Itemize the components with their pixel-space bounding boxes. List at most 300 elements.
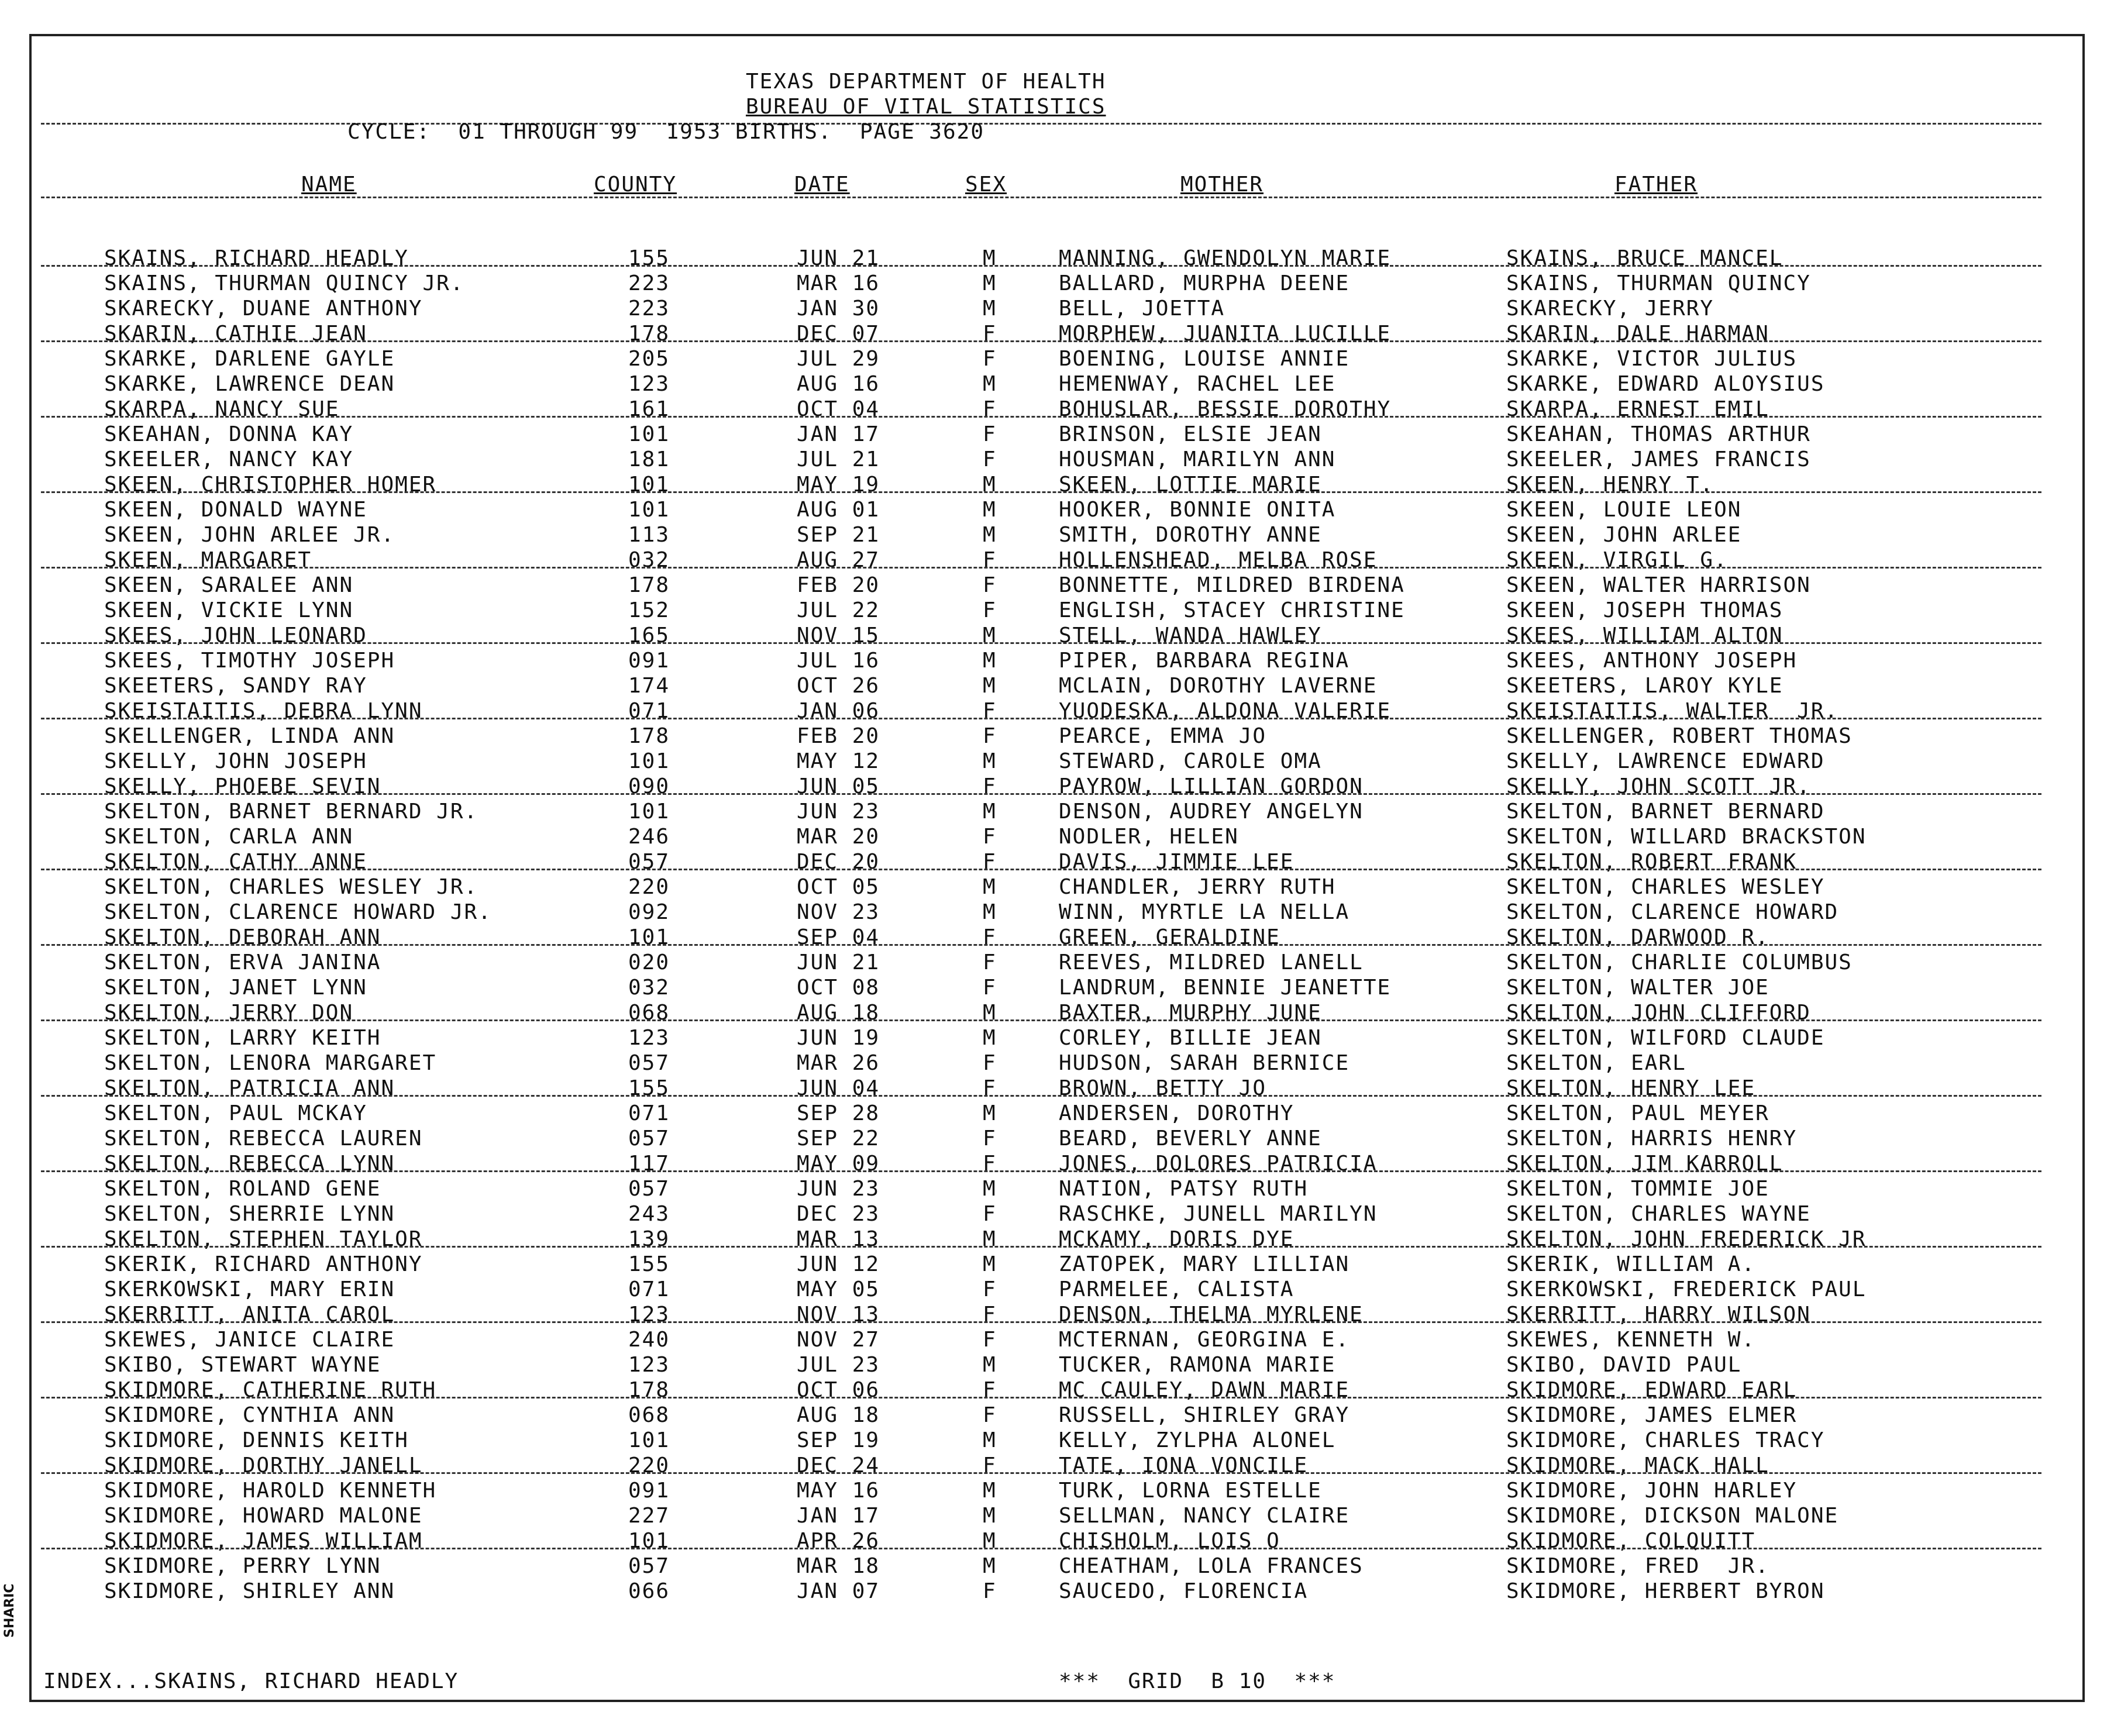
- mother-name: TATE, IONA VONCILE: [1059, 1453, 1309, 1477]
- sex: F: [983, 850, 997, 874]
- table-row: [0, 547, 2114, 573]
- table-row: [0, 648, 2114, 673]
- child-name: SKEEN, MARGARET: [104, 548, 312, 572]
- row-rule: [41, 793, 2041, 795]
- table-row: [0, 1126, 2114, 1151]
- sex: F: [983, 950, 997, 974]
- sex: M: [983, 624, 997, 647]
- table-row: [0, 271, 2114, 296]
- sex: F: [983, 1328, 997, 1352]
- county-code: 155: [628, 1076, 670, 1100]
- sex: F: [983, 774, 997, 798]
- county-code: 057: [628, 1127, 670, 1151]
- mother-name: NODLER, HELEN: [1059, 825, 1239, 849]
- sex: F: [983, 598, 997, 622]
- county-code: 032: [628, 548, 670, 572]
- table-row: [0, 1302, 2114, 1327]
- mother-name: BEARD, BEVERLY ANNE: [1059, 1127, 1322, 1151]
- county-code: 227: [628, 1504, 670, 1528]
- sex: F: [983, 1127, 997, 1151]
- birth-date: SEP 28: [797, 1101, 880, 1125]
- table-row: [0, 900, 2114, 925]
- table-row: [0, 397, 2114, 422]
- table-row: [0, 1403, 2114, 1428]
- sex: F: [983, 548, 997, 572]
- birth-date: JUL 23: [797, 1353, 880, 1377]
- birth-date: MAY 16: [797, 1479, 880, 1503]
- county-code: 101: [628, 749, 670, 773]
- birth-date: JUN 12: [797, 1252, 880, 1276]
- father-name: SKIDMORE, JAMES ELMER: [1506, 1403, 1798, 1427]
- mother-name: TURK, LORNA ESTELLE: [1059, 1479, 1322, 1503]
- father-name: SKELTON, WALTER JOE: [1506, 976, 1769, 1000]
- sex: M: [983, 1353, 997, 1377]
- birth-date: OCT 05: [797, 875, 880, 899]
- child-name: SKIDMORE, PERRY LYNN: [104, 1554, 381, 1578]
- mother-name: LANDRUM, BENNIE JEANETTE: [1059, 976, 1392, 1000]
- table-row: [0, 1377, 2114, 1403]
- child-name: SKELLY, JOHN JOSEPH: [104, 749, 367, 773]
- child-name: SKAINS, THURMAN QUINCY JR.: [104, 271, 464, 295]
- table-row: [0, 1050, 2114, 1076]
- table-row: [0, 925, 2114, 950]
- mother-name: MANNING, GWENDOLYN MARIE: [1059, 246, 1392, 270]
- child-name: SKIBO, STEWART WAYNE: [104, 1353, 381, 1377]
- father-name: SKELTON, WILLARD BRACKSTON: [1506, 825, 1867, 849]
- birth-date: AUG 27: [797, 548, 880, 572]
- child-name: SKAINS, RICHARD HEADLY: [104, 246, 409, 270]
- father-name: SKELTON, CHARLES WESLEY: [1506, 875, 1825, 899]
- child-name: SKARIN, CATHIE JEAN: [104, 322, 367, 346]
- row-rule: [41, 642, 2041, 644]
- county-code: 092: [628, 900, 670, 924]
- sex: F: [983, 1051, 997, 1075]
- birth-date: SEP 21: [797, 523, 880, 547]
- county-code: 101: [628, 1529, 670, 1553]
- county-code: 223: [628, 297, 670, 321]
- birth-date: AUG 01: [797, 498, 880, 522]
- mother-name: CHISHOLM, LOIS O: [1059, 1529, 1280, 1553]
- table-row: [0, 824, 2114, 849]
- father-name: SKELTON, ROBERT FRANK: [1506, 850, 1798, 874]
- sex: M: [983, 875, 997, 899]
- mother-name: REEVES, MILDRED LANELL: [1059, 950, 1364, 974]
- birth-date: JUN 23: [797, 800, 880, 824]
- agency-title: TEXAS DEPARTMENT OF HEALTH: [746, 70, 1106, 94]
- table-row: [0, 321, 2114, 346]
- child-name: SKELTON, CLARENCE HOWARD JR.: [104, 900, 492, 924]
- father-name: SKELTON, CLARENCE HOWARD: [1506, 900, 1839, 924]
- column-header-mother: MOTHER: [1180, 173, 1264, 197]
- child-name: SKELTON, JERRY DON: [104, 1001, 354, 1025]
- sex: M: [983, 1001, 997, 1025]
- father-name: SKELTON, PAUL MEYER: [1506, 1101, 1769, 1125]
- sex: M: [983, 1554, 997, 1578]
- sex: M: [983, 473, 997, 497]
- father-name: SKERIK, WILLIAM A.: [1506, 1252, 1756, 1276]
- mother-name: DENSON, AUDREY ANGELYN: [1059, 800, 1364, 824]
- mother-name: HUDSON, SARAH BERNICE: [1059, 1051, 1350, 1075]
- birth-date: DEC 20: [797, 850, 880, 874]
- mother-name: PAYROW, LILLIAN GORDON: [1059, 774, 1364, 798]
- father-name: SKELTON, HARRIS HENRY: [1506, 1127, 1798, 1151]
- column-header-sex: SEX: [965, 173, 1007, 197]
- father-name: SKAINS, THURMAN QUINCY: [1506, 271, 1811, 295]
- father-name: SKELTON, EARL: [1506, 1051, 1686, 1075]
- county-code: 240: [628, 1328, 670, 1352]
- table-row: [0, 1227, 2114, 1252]
- father-name: SKEEN, JOSEPH THOMAS: [1506, 598, 1784, 622]
- child-name: SKIDMORE, JAMES WILLIAM: [104, 1529, 423, 1553]
- father-name: SKIDMORE, CHARLES TRACY: [1506, 1428, 1825, 1452]
- sex: M: [983, 1101, 997, 1125]
- birth-date: JAN 17: [797, 1504, 880, 1528]
- sex: F: [983, 976, 997, 1000]
- table-row: [0, 1478, 2114, 1503]
- birth-date: SEP 04: [797, 925, 880, 949]
- sex: M: [983, 1479, 997, 1503]
- father-name: SKELTON, BARNET BERNARD: [1506, 800, 1825, 824]
- birth-date: AUG 18: [797, 1001, 880, 1025]
- child-name: SKEEN, SARALEE ANN: [104, 573, 354, 597]
- county-code: 205: [628, 347, 670, 371]
- mother-name: HEMENWAY, RACHEL LEE: [1059, 372, 1336, 396]
- father-name: SKIDMORE, DICKSON MALONE: [1506, 1504, 1839, 1528]
- row-rule: [41, 1246, 2041, 1248]
- mother-name: WINN, MYRTLE LA NELLA: [1059, 900, 1350, 924]
- county-code: 057: [628, 1554, 670, 1578]
- father-name: SKARKE, VICTOR JULIUS: [1506, 347, 1798, 371]
- sex: F: [983, 699, 997, 723]
- sex: F: [983, 347, 997, 371]
- father-name: SKEELER, JAMES FRANCIS: [1506, 447, 1811, 471]
- birth-date: NOV 27: [797, 1328, 880, 1352]
- county-code: 123: [628, 372, 670, 396]
- father-name: SKARPA, ERNEST EMIL: [1506, 397, 1769, 421]
- father-name: SKIDMORE, EDWARD EARL: [1506, 1378, 1798, 1402]
- mother-name: HOOKER, BONNIE ONITA: [1059, 498, 1336, 522]
- child-name: SKELTON, REBECCA LAUREN: [104, 1127, 423, 1151]
- birth-date: JUL 21: [797, 447, 880, 471]
- mother-name: STEWARD, CAROLE OMA: [1059, 749, 1322, 773]
- birth-date: MAR 26: [797, 1051, 880, 1075]
- county-code: 068: [628, 1403, 670, 1427]
- county-code: 181: [628, 447, 670, 471]
- row-rule: [41, 340, 2041, 342]
- child-name: SKARKE, LAWRENCE DEAN: [104, 372, 395, 396]
- sex: F: [983, 925, 997, 949]
- column-header-county: COUNTY: [594, 173, 677, 197]
- table-row: [0, 1327, 2114, 1352]
- mother-name: CHANDLER, JERRY RUTH: [1059, 875, 1336, 899]
- father-name: SKEEN, VIRGIL G.: [1506, 548, 1728, 572]
- father-name: SKEAHAN, THOMAS ARTHUR: [1506, 422, 1811, 446]
- table-row: [0, 371, 2114, 397]
- county-code: 071: [628, 699, 670, 723]
- table-row: [0, 1453, 2114, 1478]
- child-name: SKEES, TIMOTHY JOSEPH: [104, 649, 395, 673]
- county-code: 223: [628, 271, 670, 295]
- father-name: SKEETERS, LAROY KYLE: [1506, 674, 1784, 698]
- birth-date: MAY 19: [797, 473, 880, 497]
- table-row: [0, 1000, 2114, 1025]
- sex: M: [983, 1177, 997, 1201]
- sex: M: [983, 900, 997, 924]
- sex: M: [983, 649, 997, 673]
- birth-date: FEB 20: [797, 724, 880, 748]
- child-name: SKELTON, PAUL MCKAY: [104, 1101, 367, 1125]
- father-name: SKELTON, TOMMIE JOE: [1506, 1177, 1769, 1201]
- index-footer: INDEX...SKAINS, RICHARD HEADLY: [43, 1669, 459, 1693]
- father-name: SKIDMORE, FRED JR.: [1506, 1554, 1769, 1578]
- sex: M: [983, 523, 997, 547]
- child-name: SKEEN, VICKIE LYNN: [104, 598, 354, 622]
- sex: F: [983, 1403, 997, 1427]
- column-header-rule: [41, 197, 2041, 198]
- child-name: SKEELER, NANCY KAY: [104, 447, 354, 471]
- county-code: 178: [628, 322, 670, 346]
- mother-name: KELLY, ZYLPHA ALONEL: [1059, 1428, 1336, 1452]
- row-rule: [41, 869, 2041, 870]
- child-name: SKERKOWSKI, MARY ERIN: [104, 1277, 395, 1301]
- mother-name: MCKAMY, DORIS DYE: [1059, 1227, 1294, 1251]
- table-row: [0, 975, 2114, 1000]
- sex: F: [983, 724, 997, 748]
- county-code: 165: [628, 624, 670, 647]
- father-name: SKELTON, JIM KARROLL: [1506, 1152, 1784, 1176]
- birth-date: MAR 16: [797, 271, 880, 295]
- county-code: 123: [628, 1303, 670, 1327]
- sex: M: [983, 271, 997, 295]
- father-name: SKARKE, EDWARD ALOYSIUS: [1506, 372, 1825, 396]
- row-rule: [41, 1019, 2041, 1021]
- birth-date: JUN 21: [797, 246, 880, 270]
- mother-name: SAUCEDO, FLORENCIA: [1059, 1579, 1309, 1603]
- mother-name: MC CAULEY, DAWN MARIE: [1059, 1378, 1350, 1402]
- county-code: 123: [628, 1353, 670, 1377]
- father-name: SKELTON, CHARLES WAYNE: [1506, 1202, 1811, 1226]
- father-name: SKAINS, BRUCE MANCEL: [1506, 246, 1784, 270]
- mother-name: GREEN, GERALDINE: [1059, 925, 1280, 949]
- table-row: [0, 598, 2114, 623]
- sex: F: [983, 1277, 997, 1301]
- bureau-title: BUREAU OF VITAL STATISTICS: [746, 95, 1106, 119]
- row-rule: [41, 567, 2041, 569]
- child-name: SKIDMORE, SHIRLEY ANN: [104, 1579, 395, 1603]
- table-row: [0, 472, 2114, 497]
- sex: F: [983, 1152, 997, 1176]
- sex: F: [983, 322, 997, 346]
- birth-date: JUL 29: [797, 347, 880, 371]
- father-name: SKELTON, JOHN FREDERICK JR: [1506, 1227, 1867, 1251]
- table-row: [0, 1025, 2114, 1050]
- child-name: SKEAHAN, DONNA KAY: [104, 422, 354, 446]
- table-row: [0, 1554, 2114, 1579]
- child-name: SKERRITT, ANITA CAROL: [104, 1303, 395, 1327]
- child-name: SKELLENGER, LINDA ANN: [104, 724, 395, 748]
- county-code: 057: [628, 1177, 670, 1201]
- mother-name: PEARCE, EMMA JO: [1059, 724, 1267, 748]
- sex: M: [983, 1252, 997, 1276]
- mother-name: RASCHKE, JUNELL MARILYN: [1059, 1202, 1378, 1226]
- father-name: SKIBO, DAVID PAUL: [1506, 1353, 1742, 1377]
- child-name: SKEEN, CHRISTOPHER HOMER: [104, 473, 437, 497]
- row-rule: [41, 718, 2041, 719]
- county-code: 101: [628, 422, 670, 446]
- county-code: 220: [628, 1453, 670, 1477]
- table-row: [0, 1252, 2114, 1277]
- sex: F: [983, 397, 997, 421]
- table-row: [0, 799, 2114, 824]
- table-row: [0, 849, 2114, 874]
- mother-name: BOENING, LOUISE ANNIE: [1059, 347, 1350, 371]
- header-rule: [41, 123, 2041, 125]
- father-name: SKELTON, HENRY LEE: [1506, 1076, 1756, 1100]
- father-name: SKIDMORE, HERBERT BYRON: [1506, 1579, 1825, 1603]
- birth-date: MAY 09: [797, 1152, 880, 1176]
- child-name: SKELTON, LENORA MARGARET: [104, 1051, 437, 1075]
- child-name: SKEETERS, SANDY RAY: [104, 674, 367, 698]
- child-name: SKIDMORE, HAROLD KENNETH: [104, 1479, 437, 1503]
- child-name: SKELTON, LARRY KEITH: [104, 1026, 381, 1050]
- sex: F: [983, 1579, 997, 1603]
- row-rule: [41, 1397, 2041, 1399]
- mother-name: ZATOPEK, MARY LILLIAN: [1059, 1252, 1350, 1276]
- county-code: 068: [628, 1001, 670, 1025]
- county-code: 020: [628, 950, 670, 974]
- row-rule: [41, 1170, 2041, 1172]
- county-code: 123: [628, 1026, 670, 1050]
- sex: M: [983, 372, 997, 396]
- county-code: 101: [628, 498, 670, 522]
- sex: M: [983, 1227, 997, 1251]
- mother-name: DENSON, THELMA MYRLENE: [1059, 1303, 1364, 1327]
- county-code: 117: [628, 1152, 670, 1176]
- row-rule: [41, 1095, 2041, 1097]
- table-row: [0, 1201, 2114, 1227]
- birth-date: AUG 18: [797, 1403, 880, 1427]
- county-code: 057: [628, 1051, 670, 1075]
- mother-name: SELLMAN, NANCY CLAIRE: [1059, 1504, 1350, 1528]
- county-code: 090: [628, 774, 670, 798]
- county-code: 152: [628, 598, 670, 622]
- child-name: SKELTON, DEBORAH ANN: [104, 925, 381, 949]
- sex: M: [983, 1504, 997, 1528]
- sex: M: [983, 246, 997, 270]
- sex: M: [983, 749, 997, 773]
- table-row: [0, 623, 2114, 648]
- side-label: SHARIC: [2, 1583, 17, 1638]
- mother-name: NATION, PATSY RUTH: [1059, 1177, 1309, 1201]
- row-rule: [41, 1548, 2041, 1549]
- county-code: 178: [628, 573, 670, 597]
- father-name: SKERRITT, HARRY WILSON: [1506, 1303, 1811, 1327]
- father-name: SKELTON, WILFORD CLAUDE: [1506, 1026, 1825, 1050]
- mother-name: TUCKER, RAMONA MARIE: [1059, 1353, 1336, 1377]
- father-name: SKEWES, KENNETH W.: [1506, 1328, 1756, 1352]
- county-code: 091: [628, 1479, 670, 1503]
- birth-date: OCT 06: [797, 1378, 880, 1402]
- table-row: [0, 346, 2114, 371]
- sex: M: [983, 297, 997, 321]
- county-code: 057: [628, 850, 670, 874]
- sex: F: [983, 447, 997, 471]
- child-name: SKEEN, DONALD WAYNE: [104, 498, 367, 522]
- row-rule: [41, 491, 2041, 493]
- county-code: 178: [628, 1378, 670, 1402]
- birth-date: NOV 13: [797, 1303, 880, 1327]
- table-row: [0, 296, 2114, 321]
- birth-date: DEC 24: [797, 1453, 880, 1477]
- mother-name: SKEEN, LOTTIE MARIE: [1059, 473, 1322, 497]
- child-name: SKELTON, JANET LYNN: [104, 976, 367, 1000]
- sex: M: [983, 1428, 997, 1452]
- table-row: [0, 1277, 2114, 1302]
- county-code: 174: [628, 674, 670, 698]
- child-name: SKERIK, RICHARD ANTHONY: [104, 1252, 423, 1276]
- mother-name: ENGLISH, STACEY CHRISTINE: [1059, 598, 1405, 622]
- sex: F: [983, 825, 997, 849]
- table-row: [0, 874, 2114, 900]
- row-rule: [41, 944, 2041, 946]
- birth-date: SEP 22: [797, 1127, 880, 1151]
- mother-name: JONES, DOLORES PATRICIA: [1059, 1152, 1378, 1176]
- county-code: 220: [628, 875, 670, 899]
- county-code: 243: [628, 1202, 670, 1226]
- column-header-name: NAME: [301, 173, 357, 197]
- table-row: [0, 447, 2114, 472]
- county-code: 139: [628, 1227, 670, 1251]
- birth-date: JUN 21: [797, 950, 880, 974]
- county-code: 066: [628, 1579, 670, 1603]
- table-row: [0, 774, 2114, 799]
- child-name: SKELTON, PATRICIA ANN: [104, 1076, 395, 1100]
- table-row: [0, 1101, 2114, 1126]
- mother-name: PARMELEE, CALISTA: [1059, 1277, 1294, 1301]
- child-name: SKEWES, JANICE CLAIRE: [104, 1328, 395, 1352]
- birth-date: JUN 04: [797, 1076, 880, 1100]
- child-name: SKELTON, REBECCA LYNN: [104, 1152, 395, 1176]
- table-row: [0, 749, 2114, 774]
- sex: M: [983, 800, 997, 824]
- birth-date: APR 26: [797, 1529, 880, 1553]
- table-row: [0, 1352, 2114, 1377]
- father-name: SKELTON, CHARLIE COLUMBUS: [1506, 950, 1853, 974]
- mother-name: CHEATHAM, LOLA FRANCES: [1059, 1554, 1364, 1578]
- table-row: [0, 1076, 2114, 1101]
- sex: F: [983, 422, 997, 446]
- table-row: [0, 1176, 2114, 1201]
- birth-date: JAN 17: [797, 422, 880, 446]
- county-code: 101: [628, 473, 670, 497]
- county-code: 071: [628, 1277, 670, 1301]
- father-name: SKEEN, JOHN ARLEE: [1506, 523, 1742, 547]
- mother-name: HOUSMAN, MARILYN ANN: [1059, 447, 1336, 471]
- mother-name: RUSSELL, SHIRLEY GRAY: [1059, 1403, 1350, 1427]
- birth-date: JAN 30: [797, 297, 880, 321]
- child-name: SKIDMORE, CATHERINE RUTH: [104, 1378, 437, 1402]
- sex: F: [983, 1378, 997, 1402]
- mother-name: PIPER, BARBARA REGINA: [1059, 649, 1350, 673]
- sex: F: [983, 573, 997, 597]
- father-name: SKIDMORE, COLQUITT: [1506, 1529, 1756, 1553]
- birth-date: JUN 19: [797, 1026, 880, 1050]
- mother-name: CORLEY, BILLIE JEAN: [1059, 1026, 1322, 1050]
- birth-date: SEP 19: [797, 1428, 880, 1452]
- row-rule: [41, 1321, 2041, 1323]
- table-row: [0, 1503, 2114, 1528]
- county-code: 178: [628, 724, 670, 748]
